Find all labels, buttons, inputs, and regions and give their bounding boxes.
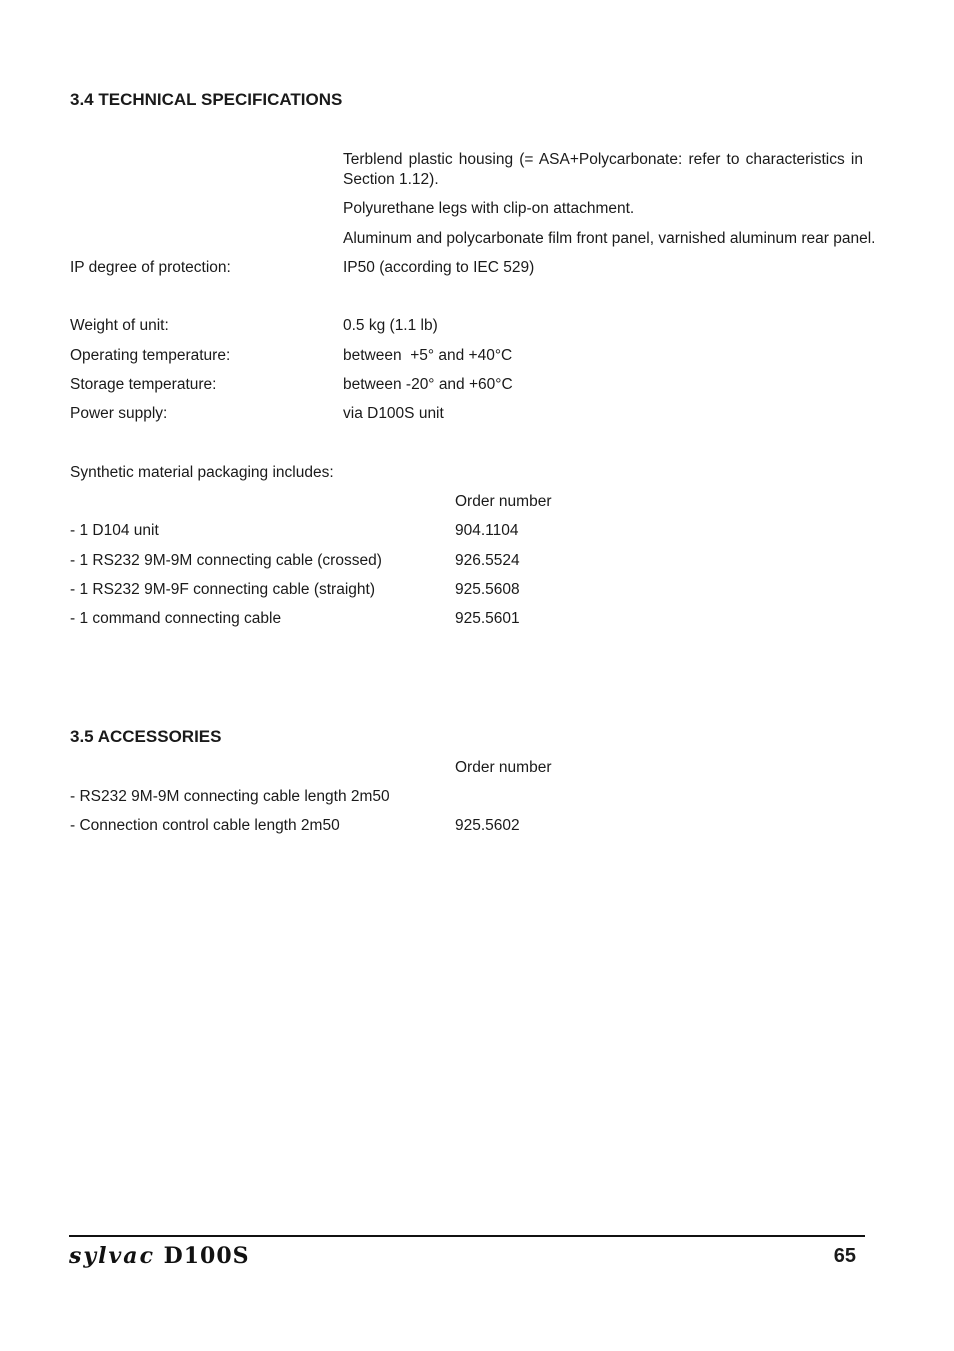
brand-name: sylvac xyxy=(69,1243,155,1269)
material-panels: Aluminum and polycarbonate film front panel, varnished aluminum rear panel. xyxy=(343,230,876,247)
packaging-item: - 1 RS232 9M-9F connecting cable (straight) xyxy=(70,581,375,598)
packaging-item: - 1 command connecting cable xyxy=(70,610,282,627)
page-number: 65 xyxy=(833,1245,856,1267)
spec-label-power: Power supply: xyxy=(70,405,168,422)
packaging-item: - 1 RS232 9M-9M connecting cable (crossed) xyxy=(70,552,382,569)
packaging-order-number: 925.5608 xyxy=(455,581,520,598)
spec-label-ip: IP degree of protection: xyxy=(70,259,231,276)
footer-rule xyxy=(69,1235,865,1237)
packaging-item: - 1 D104 unit xyxy=(70,522,159,539)
accessory-item: - Connection control cable length 2m50 xyxy=(70,817,340,834)
material-housing: Terblend plastic housing (= ASA+Polycarbonate: refer to characteristics in Section 1.12). xyxy=(343,151,863,188)
spec-value-ip: IP50 (according to IEC 529) xyxy=(343,259,535,276)
model-name: D100S xyxy=(163,1243,250,1269)
spec-value-power: via D100S unit xyxy=(343,405,444,422)
packaging-order-number: 926.5524 xyxy=(455,552,520,569)
spec-value-weight: 0.5 kg (1.1 lb) xyxy=(343,317,438,334)
spec-label-storage-temp: Storage temperature: xyxy=(70,376,217,393)
footer-logo xyxy=(69,1243,250,1269)
packaging-order-number: 904.1104 xyxy=(455,522,519,539)
material-legs: Polyurethane legs with clip-on attachment. xyxy=(343,200,635,217)
order-number-header: Order number xyxy=(455,493,552,510)
packaging-intro: Synthetic material packaging includes: xyxy=(70,464,334,481)
spec-value-storage-temp: between -20° and +60°C xyxy=(343,376,513,393)
accessory-item: - RS232 9M-9M connecting cable length 2m50 xyxy=(70,788,390,805)
section-heading-technical-specifications: 3.4 TECHNICAL SPECIFICATIONS xyxy=(70,90,343,109)
spec-label-weight: Weight of unit: xyxy=(70,317,169,334)
packaging-order-number: 925.5601 xyxy=(455,610,520,627)
spec-label-operating-temp: Operating temperature: xyxy=(70,347,231,364)
accessory-order-number: 925.5602 xyxy=(455,817,520,834)
section-heading-accessories: 3.5 ACCESSORIES xyxy=(70,727,222,746)
order-number-header: Order number xyxy=(455,759,552,776)
spec-value-operating-temp: between +5° and +40°C xyxy=(343,347,513,364)
